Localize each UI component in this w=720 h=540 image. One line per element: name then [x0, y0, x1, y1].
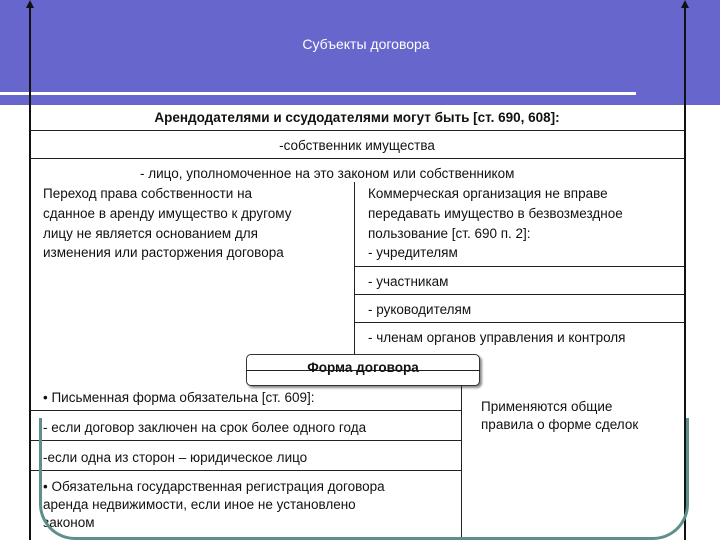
teal-bracket-left-tip: [39, 418, 42, 432]
divider: [354, 322, 684, 323]
registration-rule-1: • Обязательна государственная регистрация договора: [43, 479, 385, 494]
written-condition-term: - если договор заключен на срок более одного года: [43, 420, 367, 435]
commercial-text-2: передавать имущество в безвозмездное: [368, 206, 623, 221]
commercial-text-4: - учредителям: [368, 245, 458, 260]
commercial-item-managers: - руководителям: [368, 302, 472, 317]
slide-title: Субъекты договора: [302, 36, 430, 52]
general-rules-1: Применяются общие: [481, 399, 613, 414]
left-axis-line: [29, 6, 31, 540]
divider: [30, 130, 684, 131]
written-condition-legal-entity: -если одна из сторон – юридическое лицо: [43, 450, 308, 465]
column-divider: [354, 182, 355, 354]
transfer-text-1: Переход права собственности на: [43, 186, 253, 201]
right-arrow-icon: [681, 0, 689, 8]
left-arrow-icon: [26, 0, 34, 8]
banner-underline: [0, 92, 636, 95]
lessor-owner: -собственник имущества: [279, 138, 435, 153]
transfer-text-4: изменения или расторжения договора: [43, 245, 284, 260]
divider: [30, 410, 461, 411]
commercial-text-1: Коммерческая организация не вправе: [368, 186, 608, 201]
divider: [354, 294, 684, 295]
teal-bracket-right-tip: [686, 418, 689, 432]
divider: [30, 158, 684, 159]
transfer-text-2: сданное в аренду имущество к другому: [43, 206, 292, 221]
lessor-authorized: - лицо, уполномоченное на это законом или собственником: [140, 166, 515, 181]
commercial-text-3: пользование [ст. 690 п. 2]:: [368, 226, 531, 241]
divider: [354, 266, 684, 267]
general-rules-2: правила о форме сделок: [481, 417, 639, 432]
registration-rule-3: законом: [43, 515, 95, 530]
form-heading: Форма договора: [307, 360, 419, 375]
commercial-item-participants: - участникам: [368, 274, 449, 289]
registration-rule-2: аренда недвижимости, если иное не установлено: [43, 497, 356, 512]
transfer-text-3: лицу не является основанием для: [43, 226, 258, 241]
commercial-item-board: - членам органов управления и контроля: [368, 330, 626, 345]
teal-bracket: [39, 430, 689, 540]
written-form-rule: • Письменная форма обязательна [ст. 609]:: [43, 390, 315, 405]
title-banner: [0, 0, 720, 105]
lessors-heading: Арендодателями и ссудодателями могут быть [ст. 690, 608]:: [154, 110, 560, 125]
